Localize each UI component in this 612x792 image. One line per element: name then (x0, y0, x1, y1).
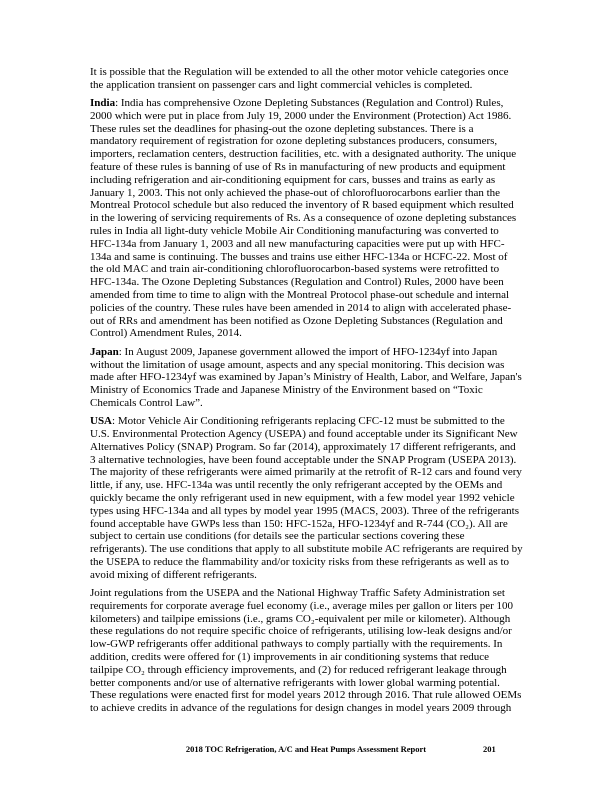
japan-paragraph (90, 346, 523, 410)
paragraph-text: Joint regulations from the USEPA and the National Highway Traffic Safety Administration set requirements for corporate average fuel economy (i.e., average miles per gallon or liters per 100 kilometers) and tailpipe emissions (i.e., grams CO₂-equivalent per mile or kilometer). Although these regulations do not require specific choice of refrigerants, utilising low-leak designs and/or low-GWP refrigerants offer additional pathways to comply partially with the requirements. In addition, credits were offered for (1) improvements in air conditioning systems that reduce tailpipe CO₂ through efficiency improvements, and (2) for reduced refrigerant leakage through better components and/or use of alternative refrigerants with lower global warming potential. These regulations were enacted first for model years 2012 through 2016. That rule allowed OEMs to achieve credits in advance of the regulations for design changes in model years 2009 through (90, 587, 522, 715)
paragraph-lead: India (90, 97, 116, 110)
footer-page-number: 201 (483, 744, 496, 754)
page-body (90, 66, 523, 721)
footer-report-title: 2018 TOC Refrigeration, A/C and Heat Pumps Assessment Report (185, 744, 427, 754)
paragraph-lead: USA (90, 415, 113, 428)
page-footer (0, 744, 612, 758)
intro-paragraph (90, 66, 523, 92)
paragraph-text: It is possible that the Regulation will be extended to all the other motor vehicle categories once the application transient on passenger cars and light commercial vehicles is completed. (90, 66, 509, 91)
paragraph-text: : India has comprehensive Ozone Depleting Substances (Regulation and Control) Rules, 2000 which were put in place from July 19, 2000 under the Environment (Protection) Act 1986. These rules set the deadlines for phasing-out the ozone depleting substances. There is a mandatory requirement of registration for ozone depleting substances producers, consumers, importers, reclamation centers, destruction facilities, etc. with a designated authority. The unique feature of these rules is banning of use of Rs in manufacturing of new products and equipment including refrigeration and air-conditioning equipment for cars, busses and trains as early as January 1, 2003. This not only achieved the phase-out of chlorofluorocarbons earlier than the Montreal Protocol schedule but also reduced the inventory of R based equipment which resulted in the lowering of servicing requirements of Rs. As a consequence of ozone depleting substances rules in India all light-duty vehicle Mobile Air Conditioning manufacturing was converted to HFC-134a from January 1, 2003 and all new manufacturing capacities were put up with HFC-134a and same is continuing. The busses and trains use either HFC-134a or HCFC-22. Most of the old MAC and train air-conditioning chlorofluorocarbon-based systems were retrofitted to HFC-134a. The Ozone Depleting Substances (Regulation and Control) Rules, 2000 have been amended from time to time to align with the Montreal Protocol phase-out schedule and internal policies of the country. These rules have been amended in 2014 to align with accelerated phase-out of RRs and amendment has been notified as Ozone Depleting Substances (Regulation and Control) Amendment Rules, 2014. (90, 97, 517, 340)
paragraph-text: : In August 2009, Japanese government allowed the import of HFO-1234yf into Japan without the limitation of usage amount, aspects and any special monitoring. This decision was made after HFO-1234yf was examined by Japan’s Ministry of Health, Labor, and Welfare, Japan's Ministry of Economics Trade and Japanese Ministry of the Environment based on “Toxic Chemicals Control Law”. (90, 345, 522, 409)
india-paragraph (90, 97, 523, 340)
usa-paragraph (90, 415, 523, 581)
paragraph-lead: Japan (90, 345, 119, 358)
joint-regulations-paragraph (90, 587, 523, 715)
paragraph-text: : Motor Vehicle Air Conditioning refrigerants replacing CFC-12 must be submitted to the U.S. Environmental Protection Agency (USEPA) and found acceptable under its Significant New Alternatives Policy (SNAP) Program. So far (2014), approximately 17 different refrigerants, and 3 alternative technologies, have been found acceptable under the SNAP Program (USEPA 2013). The majority of these refrigerants were aimed primarily at the retrofit of R-12 cars and found very little, if any, use. HFC-134a was until recently the only refrigerant accepted by the OEMs and quickly became the only refrigerant used in new equipment, with a few model year 1992 vehicle types using HFC-134a and all types by model year 1995 (MACS, 2003). Three of the refrigerants found acceptable have GWPs less than 150: HFC-152a, HFO-1234yf and R-744 (CO₂). All are subject to certain use conditions (for details see the particular sections covering these refrigerants). The use conditions that apply to all substitute mobile AC refrigerants are required by the USEPA to reduce the flammability and/or toxicity risks from these refrigerants as well as to avoid mixing of different refrigerants. (90, 415, 523, 581)
